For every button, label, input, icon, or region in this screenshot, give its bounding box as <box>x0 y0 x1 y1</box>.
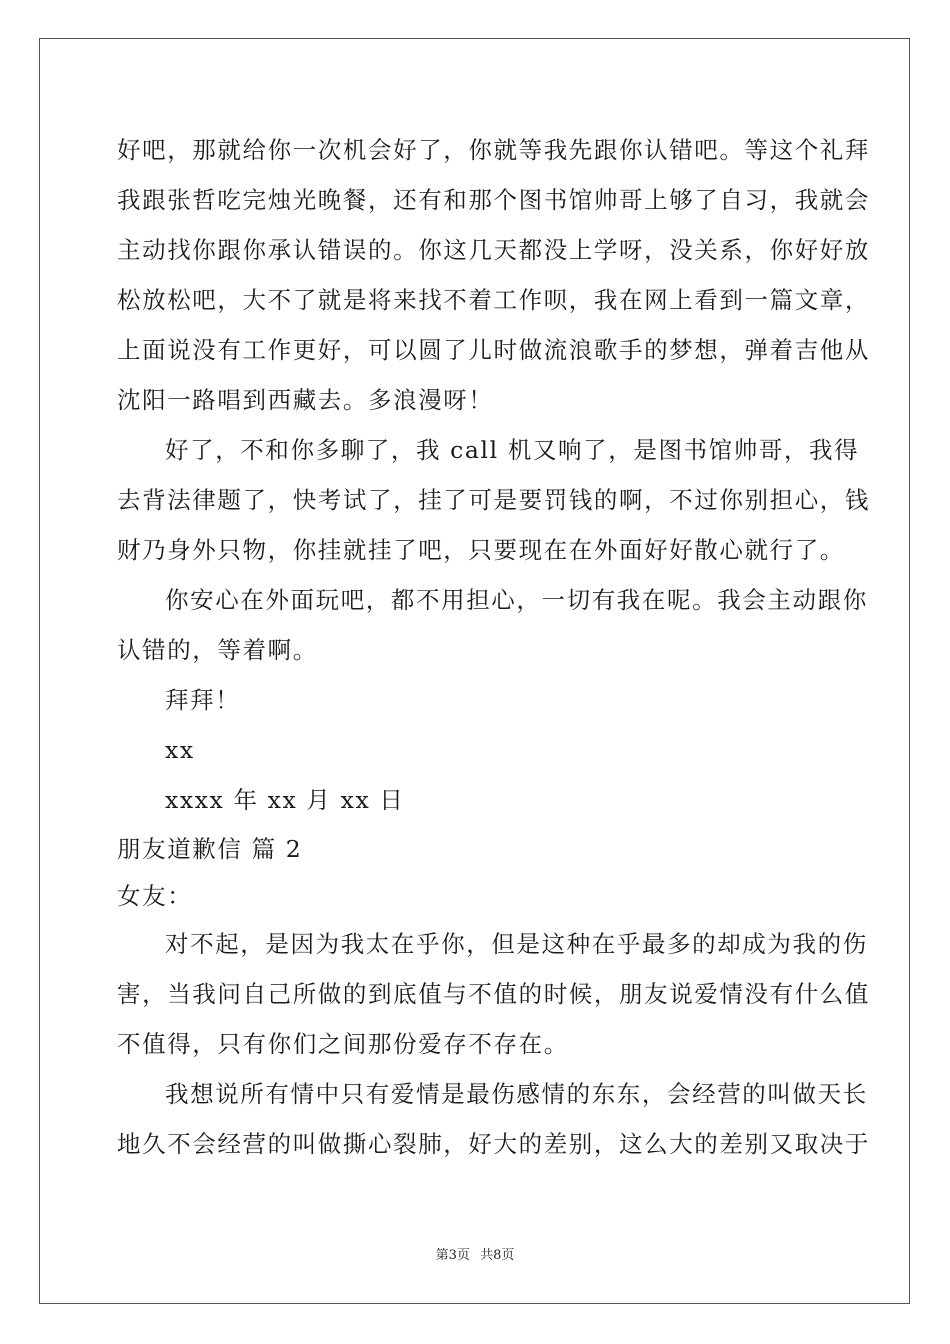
closing-line: 拜拜！ <box>165 686 241 714</box>
paragraph-line: 上面说没有工作更好，可以圆了儿时做流浪歌手的梦想，弹着吉他从 <box>117 336 870 364</box>
paragraph-line: 沈阳一路唱到西藏去。多浪漫呀！ <box>117 386 494 414</box>
page-footer <box>0 1244 950 1263</box>
paragraph-line: 害，当我问自己所做的到底值与不值的时候，朋友说爱情没有什么值 <box>117 980 870 1008</box>
signature-line: xx <box>165 736 195 764</box>
page-number: 第3页 <box>435 1248 470 1263</box>
paragraph-line: 好吧，那就给你一次机会好了，你就等我先跟你认错吧。等这个礼拜 <box>117 136 870 164</box>
paragraph-line: 主动找你跟你承认错误的。你这几天都没上学呀，没关系，你好好放 <box>117 236 870 264</box>
paragraph-line: 我想说所有情中只有爱情是最伤感情的东东，会经营的叫做天长 <box>165 1080 868 1108</box>
paragraph-line: 好了，不和你多聊了，我 call 机又响了，是图书馆帅哥，我得 <box>165 436 860 464</box>
paragraph-line: 去背法律题了，快考试了，挂了可是要罚钱的啊，不过你别担心，钱 <box>117 486 870 514</box>
paragraph-line: 松放松吧，大不了就是将来找不着工作呗，我在网上看到一篇文章， <box>117 286 870 314</box>
paragraph-line: 对不起，是因为我太在乎你，但是这种在乎最多的却成为我的伤 <box>165 930 868 958</box>
section-heading: 朋友道歉信 篇 2 <box>117 835 303 863</box>
document-body <box>117 125 870 1169</box>
paragraph-line: 你安心在外面玩吧，都不用担心，一切有我在呢。我会主动跟你 <box>165 586 868 614</box>
date-line: xxxx 年 xx 月 xx 日 <box>165 786 405 814</box>
paragraph-line: 地久不会经营的叫做撕心裂肺，好大的差别，这么大的差别又取决于 <box>117 1130 870 1158</box>
paragraph-line: 财乃身外只物，你挂就挂了吧，只要现在在外面好好散心就行了。 <box>117 536 845 564</box>
paragraph-line: 认错的，等着啊。 <box>117 636 318 664</box>
paragraph-line: 不值得，只有你们之间那份爱存不存在。 <box>117 1030 569 1058</box>
total-pages: 共8页 <box>480 1248 515 1263</box>
salutation-line: 女友： <box>117 882 193 910</box>
paragraph-line: 我跟张哲吃完烛光晚餐，还有和那个图书馆帅哥上够了自习，我就会 <box>117 186 870 214</box>
